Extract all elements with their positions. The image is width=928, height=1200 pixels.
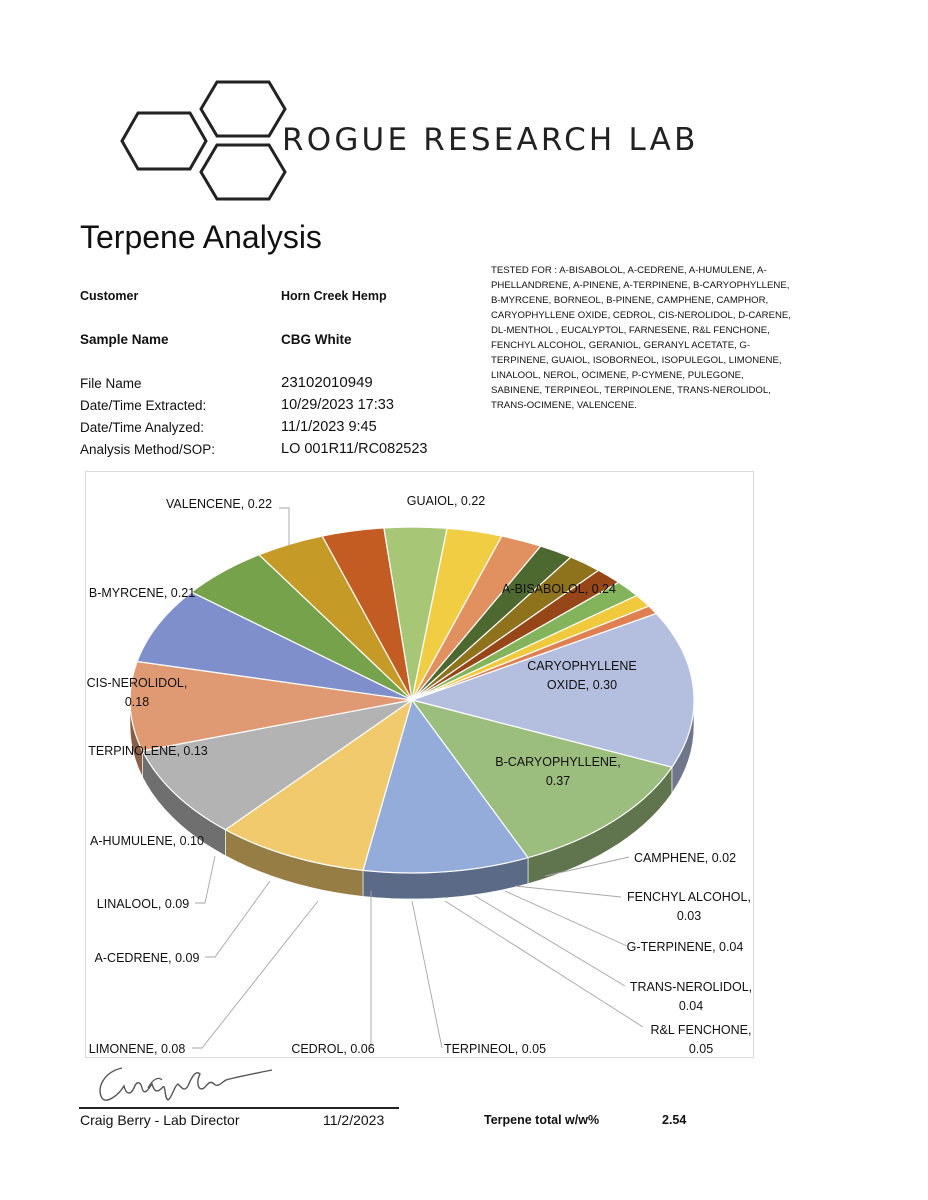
data-label-cis-nerolidol-2: 0.18 [124,695,150,709]
file-name-value: 23102010949 [281,374,373,391]
method-value: LO 001R11/RC082523 [281,441,428,457]
data-label-limonene: LIMONENE, 0.08 [88,1042,186,1056]
file-name-label: File Name [80,376,142,391]
data-label-linalool: LINALOOL, 0.09 [96,897,190,911]
data-label-caryophyllene-oxide-2: OXIDE, 0.30 [546,678,618,692]
signer-name: Craig Berry - Lab Director [80,1112,240,1128]
leader-line-valencene [279,508,289,546]
data-label-cedrol: CEDROL, 0.06 [291,1042,375,1056]
data-label-terpineol: TERPINEOL, 0.05 [443,1042,547,1056]
data-label-trans-nerolidol-1: TRANS-NEROLIDOL, [629,980,753,994]
extracted-value: 10/29/2023 17:33 [281,397,394,413]
data-label-fenchyl-alcohol-2: 0.03 [676,909,702,923]
signature-line [79,1107,399,1109]
data-label-a-bisabolol: A-BISABOLOL, 0.24 [502,582,616,596]
leader-line-g-terpinene [505,891,627,946]
data-label-cis-nerolidol-1: CIS-NEROLIDOL, [86,676,188,690]
signature-mark [92,1058,277,1106]
customer-value: Horn Creek Hemp [281,289,387,303]
data-label-g-terpinene: G-TERPINENE, 0.04 [626,940,744,954]
terpene-total-label: Terpene total w/w% [484,1113,600,1127]
data-label-randl-fenchone-1: R&L FENCHONE, [650,1023,752,1037]
terpene-total-value: 2.54 [662,1113,687,1127]
pie-tops [130,527,694,873]
sample-name-value: CBG White [281,332,352,347]
data-label-a-humulene: A-HUMULENE, 0.10 [90,834,204,848]
lab-name: ROGUE RESEARCH LAB [282,122,699,158]
customer-label: Customer [80,289,139,303]
leader-line-terpineol [412,901,442,1048]
analyzed-label: Date/Time Analyzed: [80,420,205,435]
data-label-a-cedrene: A-CEDRENE, 0.09 [94,951,200,965]
data-label-randl-fenchone-2: 0.05 [688,1042,714,1056]
tested-for-list: TESTED FOR : A-BISABOLOL, A-CEDRENE, A-HUMULENE, A-PHELLANDRENE, A-PINENE, A-TERPINENE, B-CARYOPHYLLENE, B-MYRCENE, BORNEOL, B-PINENE, CAMPHENE, CAMPHOR, CARYOPHYLLENE OXIDE, CEDROL, CIS-NEROLIDOL, D-CARENE, DL-MENTHOL , EUCALYPTOL, FARNESENE, R&L FENCHONE, FENCHYL ALCOHOL, GERANIOL, GERANYL ACETATE, G-TERPINENE, GUAIOL, ISOBORNEOL, ISOPULEGOL, LIMONENE, LINALOOL, NEROL, OCIMENE, P-CYMENE, PULEGONE, SABINENE, TERPINEOL, TERPINOLENE, TRANS-NEROLIDOL, TRANS-OCIMENE, VALENCENE. [491,265,791,411]
leader-line-trans-nerolidol [475,896,625,986]
data-label-b-caryophyllene-1: B-CARYOPHYLLENE, [495,755,621,769]
leader-line-limonene [192,901,318,1048]
analyzed-value: 11/1/2023 9:45 [281,419,377,435]
sample-name-label: Sample Name [80,332,169,347]
leader-line-randl-fenchone [445,901,643,1027]
data-label-camphene: CAMPHENE, 0.02 [633,851,737,865]
leader-line-linalool [195,856,215,903]
leader-line-a-cedrene [205,881,270,957]
data-label-guaiol: GUAIOL, 0.22 [406,494,486,508]
logo-hexagons [118,78,288,203]
data-label-b-myrcene: B-MYRCENE, 0.21 [88,586,196,600]
data-label-terpinolene: TERPINOLENE, 0.13 [88,744,208,758]
data-label-b-caryophyllene-2: 0.37 [545,774,571,788]
data-label-trans-nerolidol-2: 0.04 [678,999,704,1013]
leader-line-fenchyl-alcohol [515,886,621,897]
terpene-pie-chart [85,471,754,1058]
data-label-valencene: VALENCENE, 0.22 [165,497,273,511]
method-label: Analysis Method/SOP: [80,442,216,457]
data-label-fenchyl-alcohol-1: FENCHYL ALCOHOL, [627,890,751,904]
data-label-caryophyllene-oxide-1: CARYOPHYLLENE [527,659,637,673]
sign-date: 11/2/2023 [323,1112,385,1128]
report-title: Terpene Analysis [80,219,322,255]
extracted-label: Date/Time Extracted: [80,398,207,413]
